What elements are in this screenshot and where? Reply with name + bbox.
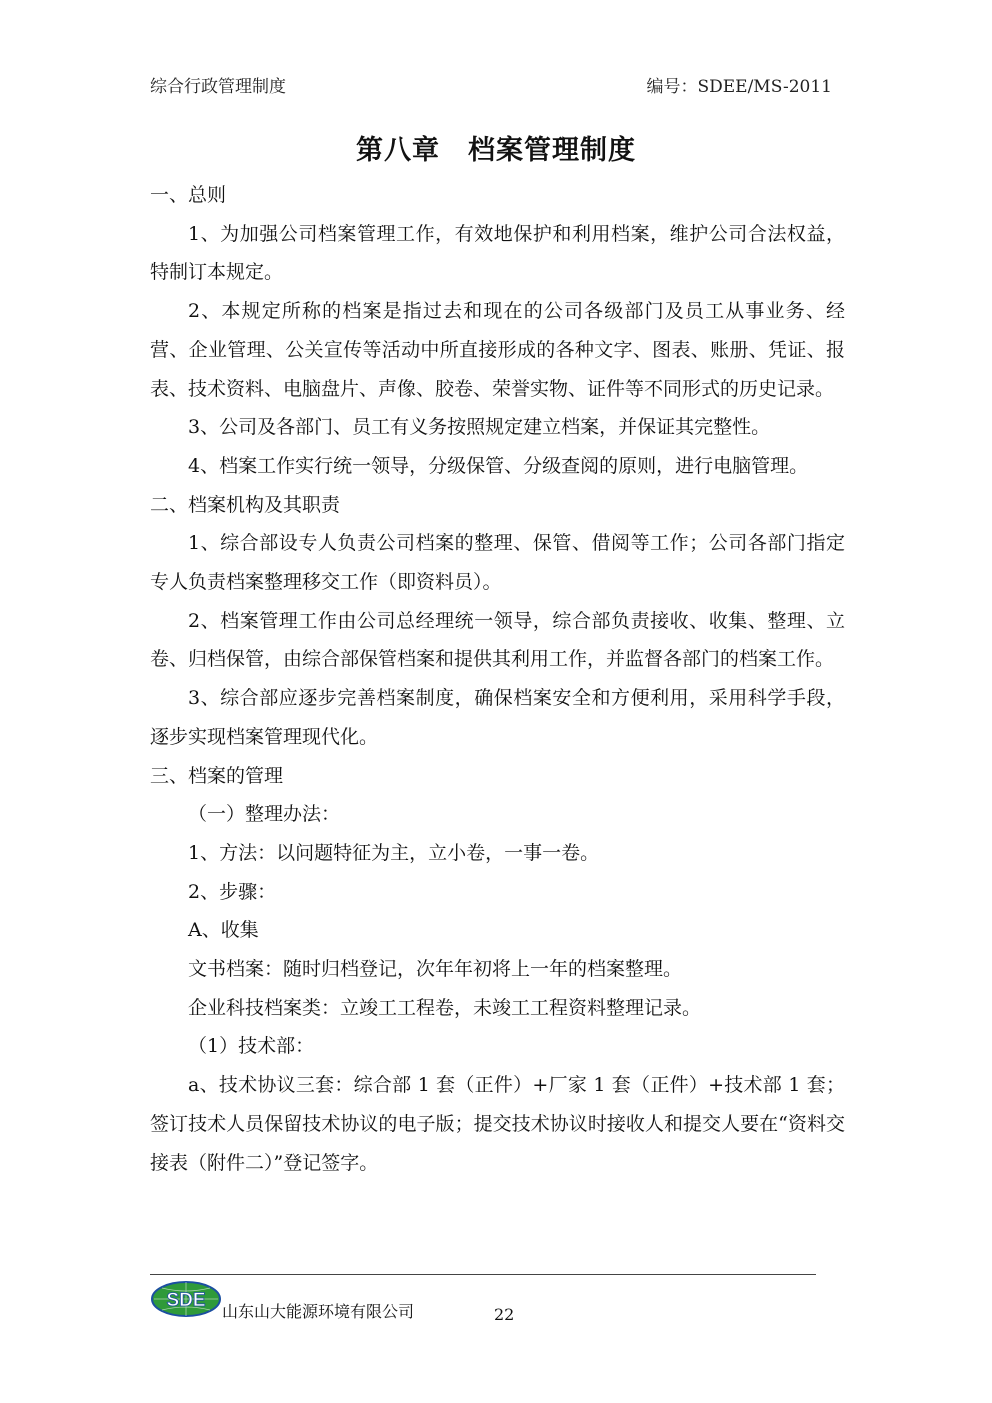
paragraph: a、技术协议三套：综合部 1 套（正件）+厂家 1 套（正件）+技术部 1 套；签订技术人员保留技术协议的电子版；提交技术协议时接收人和提交人要在“资料交接表（附件二）”登记签字。: [150, 1074, 845, 1174]
paragraph: （一）整理办法：: [188, 803, 341, 826]
company-logo-icon: [150, 1280, 222, 1318]
paragraph: 2、本规定所称的档案是指过去和现在的公司各级部门及员工从事业务、经营、企业管理、公关宣传等活动中所直接形成的各种文字、图表、账册、凭证、报表、技术资料、电脑盘片、声像、胶卷、荣誉实物、证件等不同形式的历史记录。: [150, 300, 845, 400]
section-heading-management: 三、档案的管理: [150, 764, 284, 787]
page-number: 22: [494, 1305, 515, 1324]
paragraph: 文书档案：随时归档登记，次年年初将上一年的档案整理。: [188, 958, 683, 981]
paragraph: 1、方法：以问题特征为主，立小卷，一事一卷。: [188, 841, 600, 864]
paragraph: 企业科技档案类：立竣工工程卷，未竣工工程资料整理记录。: [188, 996, 702, 1019]
section-heading-general: 一、总则: [150, 184, 227, 206]
header-doc-title: 综合行政管理制度: [150, 77, 286, 97]
footer-divider: [150, 1274, 816, 1275]
paragraph: 1、为加强公司档案管理工作，有效地保护和利用档案，维护公司合法权益，特制订本规定。: [150, 222, 845, 284]
section-heading-organization: 二、档案机构及其职责: [150, 493, 341, 516]
chapter-title: 第八章 档案管理制度: [356, 135, 636, 166]
logo-lettering: SDE: [166, 1290, 206, 1311]
header-doc-number: 编号：SDEE/MS-2011: [646, 77, 832, 97]
paragraph: 3、综合部应逐步完善档案制度，确保档案安全和方便利用，采用科学手段，逐步实现档案管理现代化。: [150, 687, 845, 748]
paragraph: A、收集: [188, 919, 259, 942]
document-body: [150, 176, 845, 1182]
paragraph: 2、档案管理工作由公司总经理统一领导，综合部负责接收、收集、整理、立卷、归档保管，由综合部保管档案和提供其利用工作，并监督各部门的档案工作。: [150, 609, 845, 671]
paragraph: 1、综合部设专人负责公司档案的整理、保管、借阅等工作；公司各部门指定专人负责档案整理移交工作（即资料员）。: [150, 532, 845, 594]
paragraph: 2、步骤：: [188, 880, 277, 903]
paragraph: （1）技术部：: [188, 1035, 315, 1058]
paragraph: 3、公司及各部门、员工有义务按照规定建立档案，并保证其完整性。: [188, 416, 771, 439]
paragraph: 4、档案工作实行统一领导，分级保管、分级查阅的原则，进行电脑管理。: [188, 454, 809, 477]
footer-company-name: 山东山大能源环境有限公司: [222, 1302, 415, 1321]
